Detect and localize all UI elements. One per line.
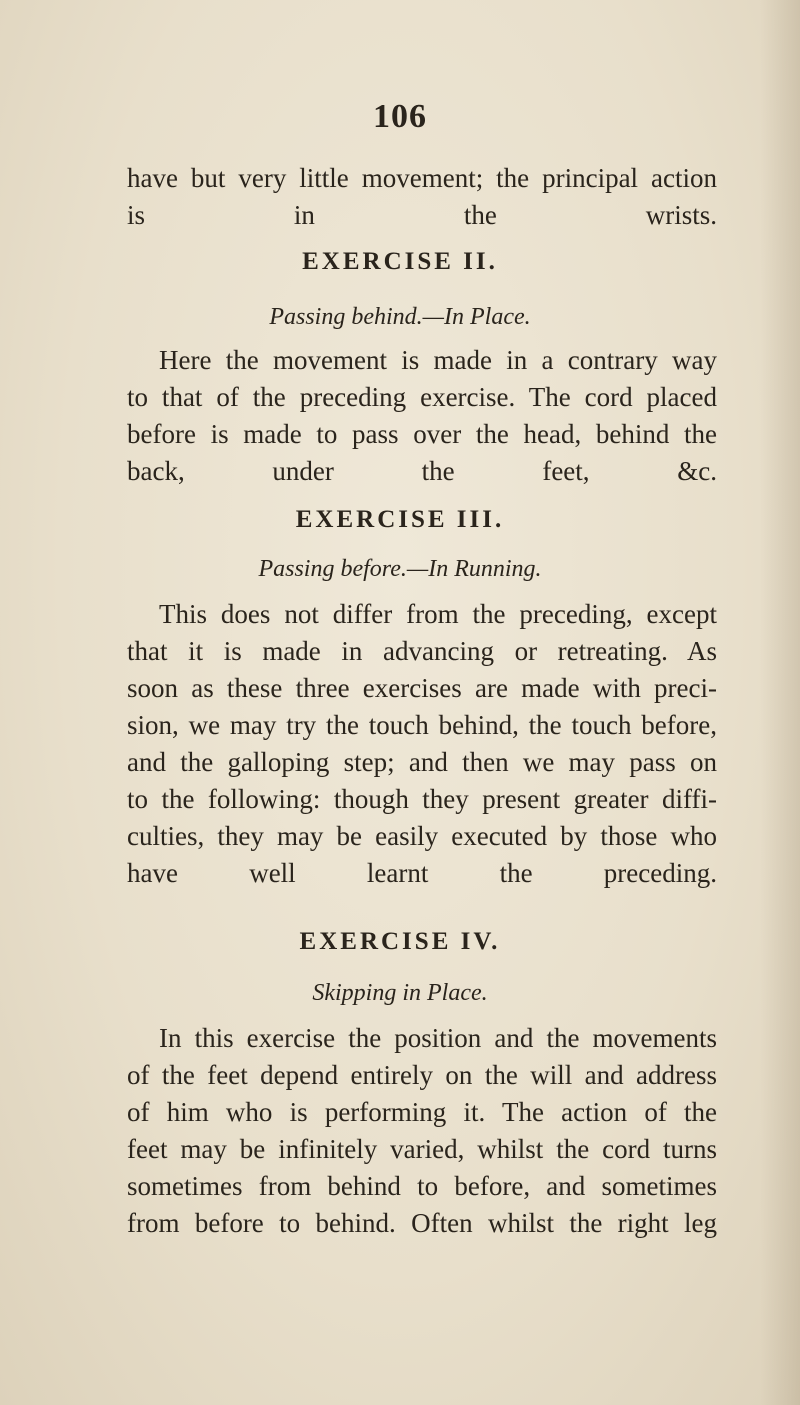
exercise-iii-paragraph bbox=[127, 596, 717, 892]
text-line: to that of the preceding exercise. The cord placed bbox=[127, 382, 717, 412]
text-line: This does not differ from the preceding, except bbox=[159, 599, 717, 629]
text-line: soon as these three exercises are made with preci- bbox=[127, 673, 717, 703]
text-line: is in the wrists. bbox=[127, 200, 717, 230]
exercise-iii-heading: EXERCISE III. bbox=[295, 506, 505, 533]
exercise-iv-subheading: Skipping in Place. bbox=[312, 980, 488, 1006]
text-line: of him who is performing it. The action of the bbox=[127, 1097, 717, 1127]
text-line: culties, they may be easily executed by those who bbox=[127, 821, 717, 851]
exercise-ii-subheading: Passing behind.—In Place. bbox=[269, 304, 531, 330]
intro-paragraph bbox=[127, 160, 717, 234]
text-line: of the feet depend entirely on the will and address bbox=[127, 1060, 717, 1090]
exercise-ii-paragraph bbox=[127, 342, 717, 490]
text-line: and the galloping step; and then we may pass on bbox=[127, 747, 717, 777]
text-line: sometimes from behind to before, and sometimes bbox=[127, 1171, 717, 1201]
exercise-iii-subheading: Passing before.—In Running. bbox=[258, 556, 542, 582]
text-line: feet may be infinitely varied, whilst the cord turns bbox=[127, 1134, 717, 1164]
page-edge-shadow bbox=[760, 0, 800, 1405]
text-line: Here the movement is made in a contrary way bbox=[159, 345, 717, 375]
text-line: before is made to pass over the head, behind the bbox=[127, 419, 717, 449]
text-line: have but very little movement; the principal action bbox=[127, 163, 717, 193]
exercise-iv-paragraph bbox=[127, 1020, 717, 1242]
text-line: to the following: though they present greater diffi- bbox=[127, 784, 717, 814]
exercise-ii-heading: EXERCISE II. bbox=[302, 248, 498, 275]
text-line: from before to behind. Often whilst the right leg bbox=[127, 1208, 717, 1238]
text-line: In this exercise the position and the movements bbox=[159, 1023, 717, 1053]
page-number: 106 bbox=[373, 98, 427, 135]
text-line: back, under the feet, &c. bbox=[127, 456, 717, 486]
exercise-iv-heading: EXERCISE IV. bbox=[299, 928, 501, 955]
text-line: sion, we may try the touch behind, the touch before, bbox=[127, 710, 717, 740]
text-line: that it is made in advancing or retreating. As bbox=[127, 636, 717, 666]
text-line: have well learnt the preceding. bbox=[127, 858, 717, 888]
